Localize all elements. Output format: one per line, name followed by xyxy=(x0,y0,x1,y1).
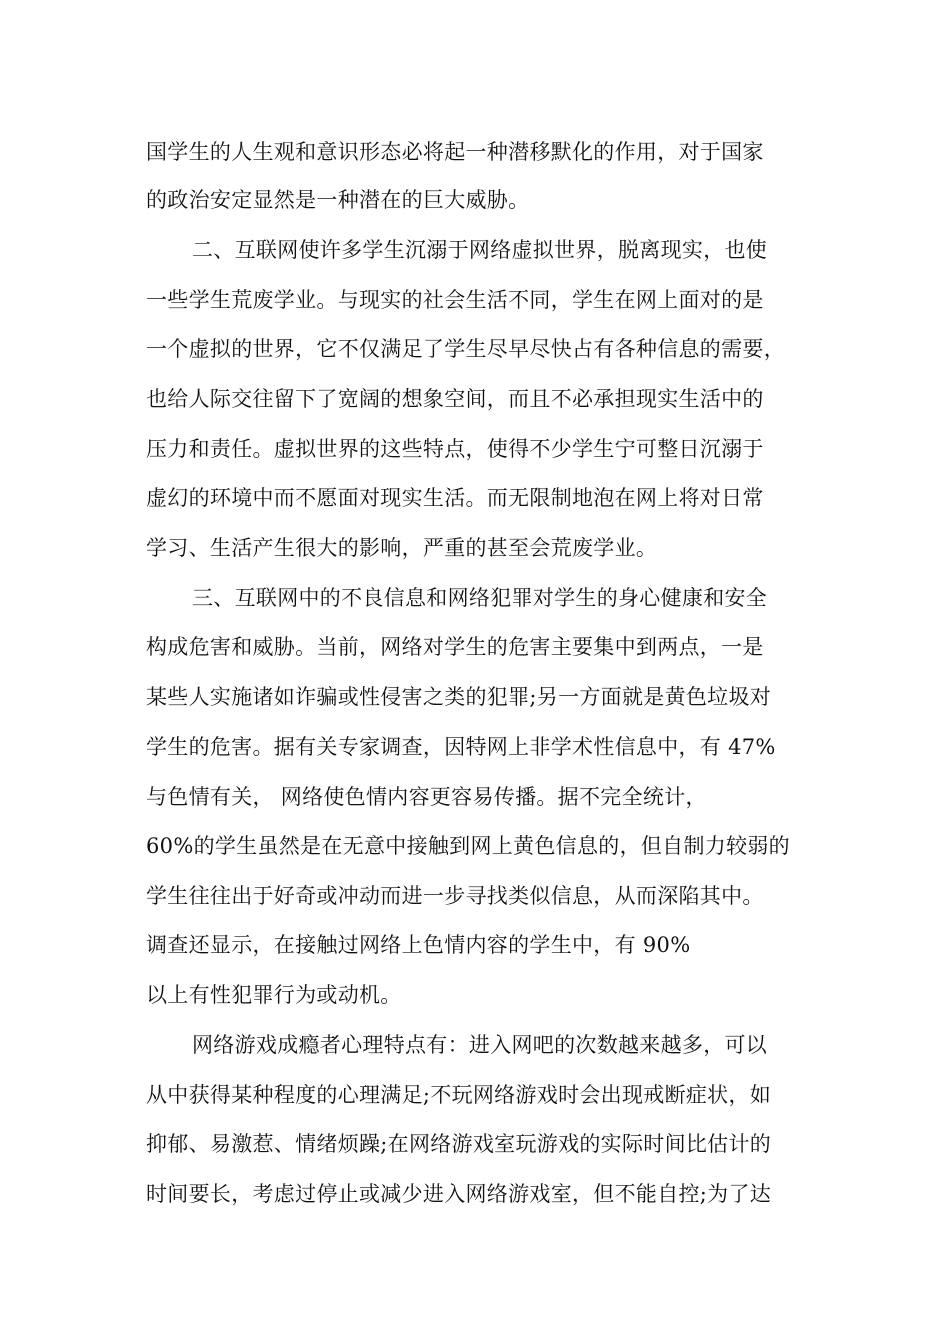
text-line: 国学生的人生观和意识形态必将起一种潜移默化的作用，对于国家 xyxy=(146,140,764,164)
paragraph-start-line: 三、互联网中的不良信息和网络犯罪对学生的身心健康和安全 xyxy=(192,586,768,610)
text-line: 60%的学生虽然是在无意中接触到网上黄色信息的，但自制力较弱的 xyxy=(146,834,790,858)
text-line: 虚幻的环境中而不愿面对现实生活。而无限制地泡在网上将对日常 xyxy=(146,486,764,510)
text-line: 与色情有关， 网络使色情内容更容易传播。据不完全统计， xyxy=(146,785,707,809)
text-line: 也给人际交往留下了宽阔的想象空间，而且不必承担现实生活中的 xyxy=(146,387,764,411)
text-line: 一个虚拟的世界，它不仅满足了学生尽早尽快占有各种信息的需要， xyxy=(146,337,785,361)
paragraph-start-line: 二、互联网使许多学生沉溺于网络虚拟世界，脱离现实，也使 xyxy=(192,238,768,262)
text-line: 从中获得某种程度的心理满足;不玩网络游戏时会出现戒断症状，如 xyxy=(146,1083,772,1107)
text-line: 一些学生荒废学业。与现实的社会生活不同，学生在网上面对的是 xyxy=(146,288,764,312)
text-line: 调查还显示，在接触过网络上色情内容的学生中，有 90% xyxy=(146,933,691,957)
paragraph-start-line: 网络游戏成瘾者心理特点有：进入网吧的次数越来越多，可以 xyxy=(192,1033,768,1057)
text-line: 压力和责任。虚拟世界的这些特点，使得不少学生宁可整日沉溺于 xyxy=(146,437,764,461)
text-line: 以上有性犯罪行为或动机。 xyxy=(146,983,402,1007)
text-line: 构成危害和威胁。当前，网络对学生的危害主要集中到两点，一是 xyxy=(146,635,764,659)
text-line: 抑郁、易激惹、情绪烦躁;在网络游戏室玩游戏的实际时间比估计的 xyxy=(146,1132,772,1156)
text-line: 学生往往出于好奇或冲动而进一步寻找类似信息，从而深陷其中。 xyxy=(146,884,764,908)
text-line: 学习、生活产生很大的影响，严重的甚至会荒废学业。 xyxy=(146,536,658,560)
text-line: 时间要长，考虑过停止或减少进入网络游戏室，但不能自控;为了达 xyxy=(146,1182,772,1206)
text-line: 学生的危害。据有关专家调查，因特网上非学术性信息中，有 47% xyxy=(146,735,776,759)
text-line: 的政治安定显然是一种潜在的巨大威胁。 xyxy=(146,188,530,212)
text-line: 某些人实施诸如诈骗或性侵害之类的犯罪;另一方面就是黄色垃圾对 xyxy=(146,685,772,709)
